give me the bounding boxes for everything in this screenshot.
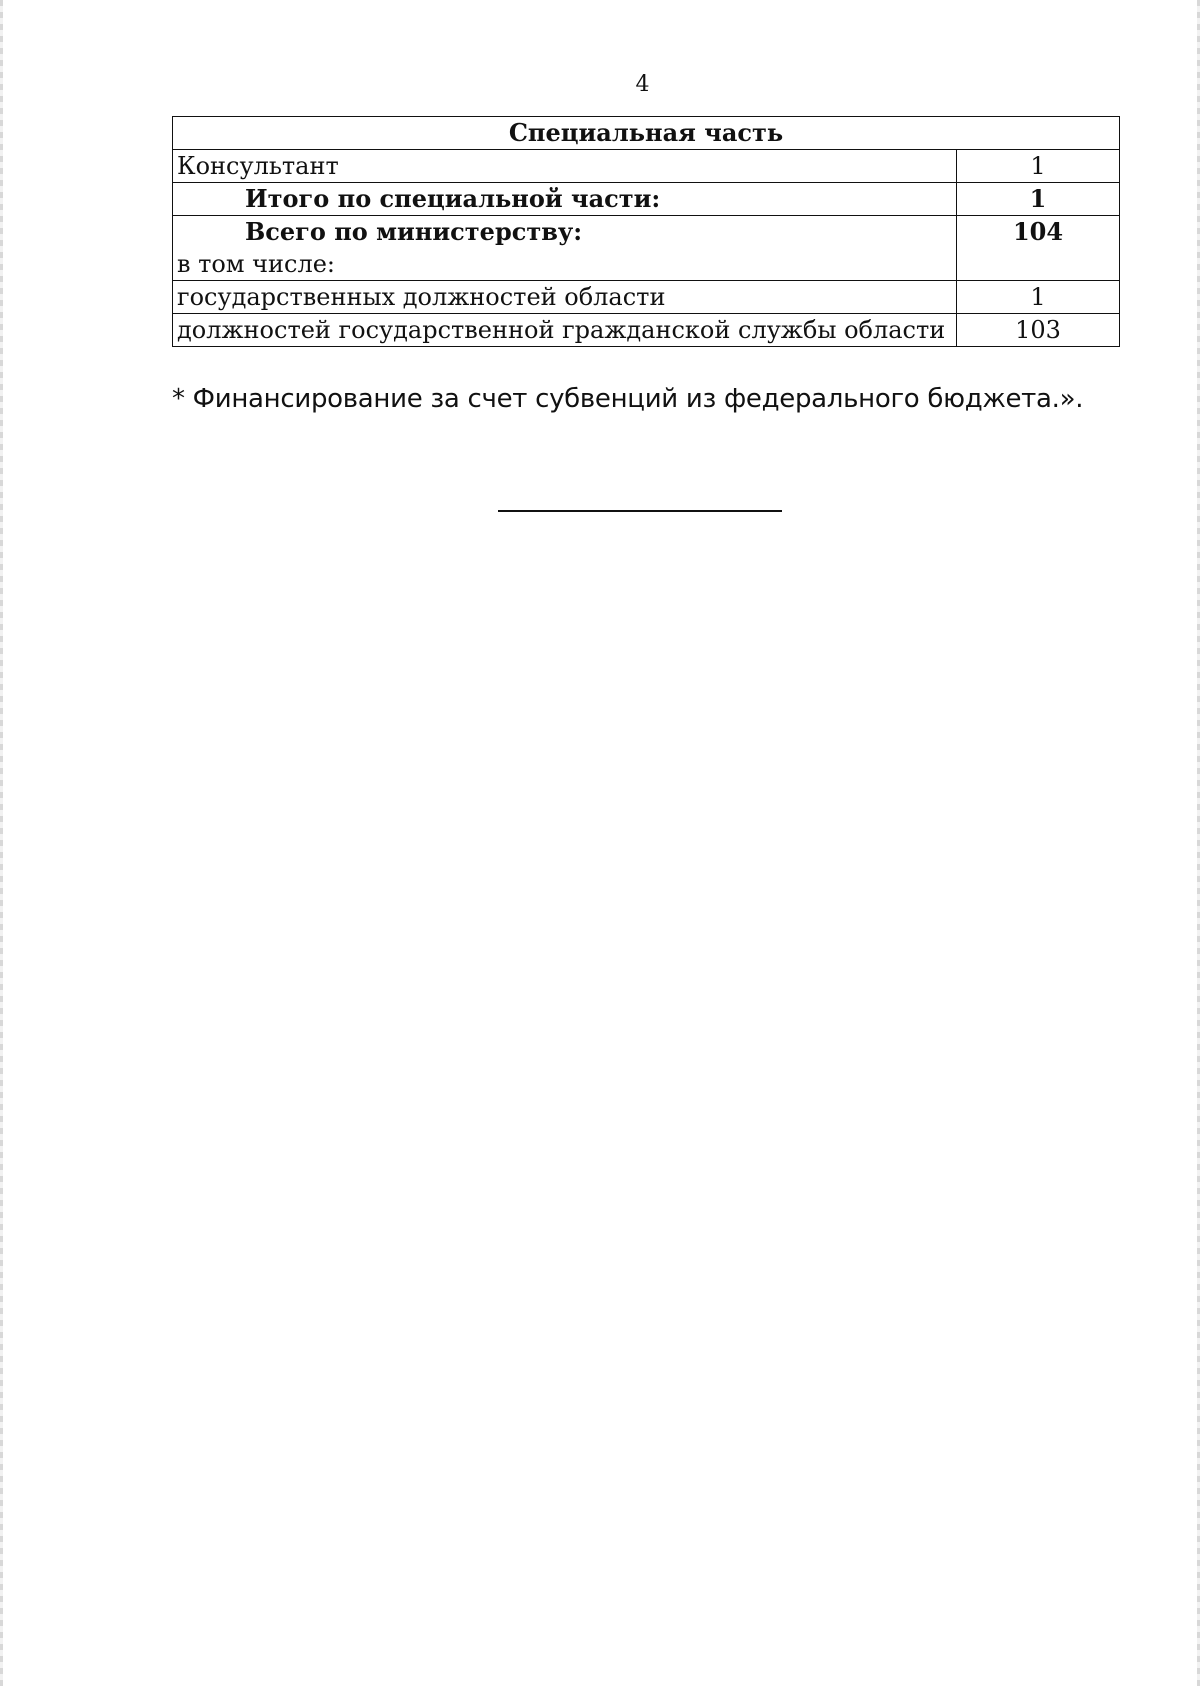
row-label: Консультант [173,150,957,183]
row-count: 1 [957,281,1120,314]
total-cell [173,216,957,281]
staffing-table [172,116,1120,347]
table-row-total [173,216,1120,281]
scan-edge-left [0,0,3,1686]
section-header: Специальная часть [173,117,1120,150]
table-row-subtotal [173,183,1120,216]
row-count: 1 [957,150,1120,183]
table-row [173,281,1120,314]
footnote: * Финансирование за счет субвенций из федерального бюджета.». [172,384,1084,414]
end-divider [498,510,782,512]
row-label: государственных должностей области [173,281,957,314]
total-count: 104 [957,216,1120,281]
total-label: Всего по министерству: [245,217,583,246]
row-count: 103 [957,314,1120,347]
table-row [173,150,1120,183]
row-label: должностей государственной гражданской службы области [173,314,957,347]
total-sublabel: в том числе: [177,250,336,278]
subtotal-count: 1 [957,183,1120,216]
table-section-header-row [173,117,1120,150]
table-row [173,314,1120,347]
page-number: 4 [635,72,650,97]
subtotal-label: Итого по специальной части: [173,183,957,216]
